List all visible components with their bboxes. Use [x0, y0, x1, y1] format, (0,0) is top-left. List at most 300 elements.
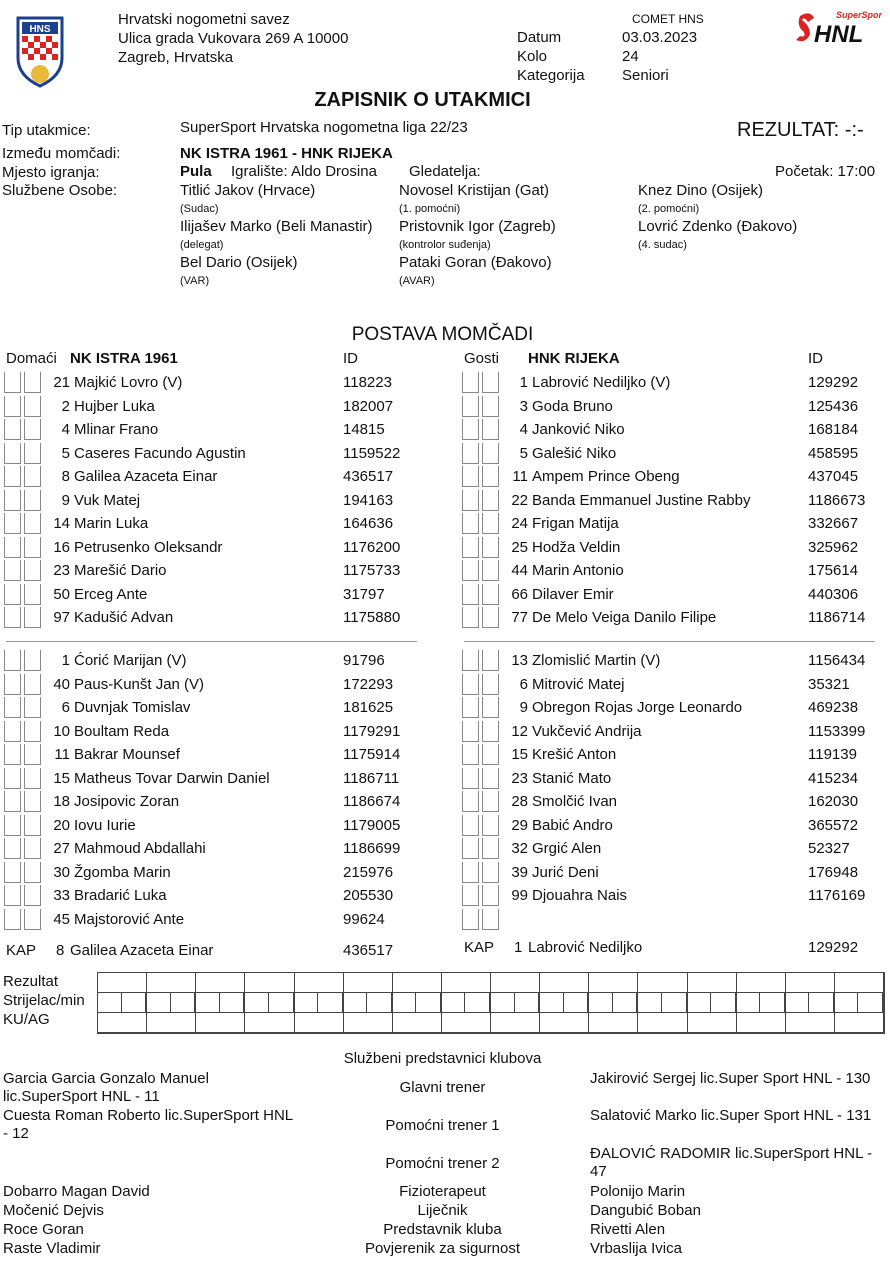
- player-number: 99: [511, 887, 528, 904]
- player-number: 13: [511, 652, 528, 669]
- hns-logo: [14, 14, 66, 90]
- player-mark-box[interactable]: [462, 490, 479, 511]
- player-number: 10: [53, 722, 70, 740]
- player-name: Marin Antonio: [532, 562, 624, 579]
- player-mark-box-2[interactable]: [482, 815, 499, 836]
- away-kap-name: Labrović Nediljko: [528, 939, 643, 956]
- score-cell[interactable]: [196, 993, 245, 1013]
- player-id: 175614: [808, 562, 859, 579]
- home-staff-security: Raste Vladimir: [3, 1240, 101, 1257]
- away-separator: [464, 641, 875, 642]
- player-id: 1186673: [808, 491, 866, 509]
- score-cell[interactable]: [344, 1013, 393, 1033]
- player-number: 21: [53, 374, 70, 391]
- score-cell[interactable]: [245, 993, 294, 1013]
- score-cell[interactable]: [98, 973, 147, 993]
- kategorija-value: Seniori: [622, 67, 669, 84]
- player-mark-box[interactable]: [462, 513, 479, 534]
- player-name: Erceg Ante: [74, 585, 148, 603]
- score-cell[interactable]: [393, 1013, 442, 1033]
- igraliste: Igralište: Aldo Drosina: [231, 163, 377, 180]
- player-mark-box[interactable]: [4, 396, 21, 417]
- player-name: Matheus Tovar Darwin Daniel: [74, 769, 270, 787]
- player-mark-box-2[interactable]: [482, 396, 499, 417]
- staff-title: Službeni predstavnici klubova: [343, 1050, 542, 1067]
- player-id: 415234: [808, 769, 859, 787]
- score-cell[interactable]: [491, 1013, 540, 1033]
- player-id: 194163: [343, 491, 394, 509]
- player-number: 29: [511, 816, 528, 834]
- mjesto-value: Pula: [180, 163, 212, 180]
- player-mark-box[interactable]: [462, 862, 479, 883]
- player-mark-box-2[interactable]: [24, 909, 41, 930]
- player-number: 1: [519, 374, 528, 391]
- player-id: 99624: [343, 910, 385, 928]
- player-id: 325962: [808, 538, 859, 556]
- mjesto-label: Mjesto igranja:: [2, 164, 100, 181]
- score-cell[interactable]: [147, 1013, 196, 1033]
- player-mark-box-2[interactable]: [24, 443, 41, 464]
- player-name: Dilaver Emir: [532, 585, 614, 603]
- player-mark-box-2[interactable]: [24, 650, 41, 671]
- player-name: Frigan Matija: [532, 515, 619, 532]
- player-name: Marin Luka: [74, 515, 149, 532]
- player-mark-box-2[interactable]: [482, 607, 499, 628]
- score-cell[interactable]: [98, 1013, 147, 1033]
- player-mark-box[interactable]: [462, 838, 479, 859]
- player-id: 1175880: [343, 609, 401, 626]
- player-mark-box[interactable]: [482, 909, 499, 930]
- player-name: Majstorović Ante: [74, 910, 185, 928]
- player-mark-box-2[interactable]: [24, 744, 41, 765]
- player-mark-box[interactable]: [4, 909, 21, 930]
- player-mark-box[interactable]: [462, 396, 479, 417]
- score-cell[interactable]: [295, 1013, 344, 1033]
- player-name: Žgomba Marin: [74, 863, 171, 881]
- player-name: Galilea Azaceta Einar: [74, 468, 218, 485]
- player-mark-box[interactable]: [462, 721, 479, 742]
- player-mark-box-2[interactable]: [482, 674, 499, 695]
- player-number: 40: [53, 675, 70, 693]
- home-staff-representative: Roce Goran: [3, 1221, 84, 1238]
- datum-value: 03.03.2023: [622, 29, 698, 46]
- official-name: Pristovnik Igor (Zagreb): [399, 218, 556, 235]
- away-kap-number: 1: [514, 939, 523, 956]
- player-name: Zlomislić Martin (V): [532, 652, 661, 669]
- player-number: 32: [511, 840, 528, 857]
- staff-role-physio: Fizioterapeut: [399, 1183, 486, 1200]
- player-mark-box-2[interactable]: [482, 490, 499, 511]
- player-mark-box-2[interactable]: [482, 650, 499, 671]
- player-mark-box[interactable]: [4, 674, 21, 695]
- score-cell[interactable]: [491, 973, 540, 993]
- official-role: (VAR): [180, 275, 210, 287]
- player-mark-box[interactable]: [4, 513, 21, 534]
- player-mark-box[interactable]: [462, 909, 479, 930]
- player-mark-box[interactable]: [4, 419, 21, 440]
- score-cell[interactable]: [786, 993, 835, 1013]
- svg-text:SuperSport: SuperSport: [836, 10, 882, 20]
- player-number: 28: [511, 793, 528, 810]
- player-mark-box-2[interactable]: [482, 584, 499, 605]
- score-cell[interactable]: [344, 973, 393, 993]
- score-cell[interactable]: [196, 973, 245, 993]
- player-name: Smolčić Ivan: [532, 793, 618, 810]
- player-mark-box-2[interactable]: [24, 862, 41, 883]
- player-id: 181625: [343, 699, 394, 716]
- player-name: Obregon Rojas Jorge Leonardo: [532, 699, 743, 716]
- official-name: Titlić Jakov (Hrvace): [180, 182, 316, 199]
- player-mark-box[interactable]: [462, 466, 479, 487]
- player-mark-box-2[interactable]: [482, 862, 499, 883]
- player-id: 1175733: [343, 562, 401, 579]
- player-number: 6: [61, 699, 70, 716]
- kolo-value: 24: [622, 48, 639, 65]
- player-number: 16: [53, 538, 70, 556]
- player-name: Mlinar Frano: [74, 421, 159, 438]
- player-number: 24: [511, 515, 528, 532]
- federation-address: Ulica grada Vukovara 269 A 10000: [118, 30, 349, 47]
- tip-label: Tip utakmice:: [2, 122, 91, 139]
- player-mark-box-2[interactable]: [482, 560, 499, 581]
- player-id: 436517: [343, 468, 394, 485]
- osobe-label: Službene Osobe:: [2, 182, 118, 199]
- score-cell[interactable]: [245, 973, 294, 993]
- official-role: (1. pomoćni): [399, 203, 461, 215]
- score-cell[interactable]: [835, 1013, 884, 1033]
- score-cell[interactable]: [245, 1013, 294, 1033]
- player-number: 30: [53, 863, 70, 881]
- player-mark-box[interactable]: [462, 607, 479, 628]
- kategorija-label: Kategorija: [517, 67, 585, 84]
- player-mark-box[interactable]: [462, 815, 479, 836]
- player-mark-box-2[interactable]: [24, 697, 41, 718]
- gledatelja: Gledatelja:: [409, 163, 481, 180]
- player-number: 25: [511, 538, 528, 556]
- home-kap-label: KAP: [6, 942, 37, 959]
- player-number: 22: [511, 491, 528, 509]
- score-cell[interactable]: [491, 993, 540, 1013]
- federation-name: Hrvatski nogometni savez: [118, 11, 290, 28]
- score-cell[interactable]: [393, 973, 442, 993]
- away-kap-id: 129292: [808, 939, 859, 956]
- score-cell[interactable]: [589, 993, 638, 1013]
- player-number: 44: [511, 562, 528, 579]
- player-id: 458595: [808, 444, 859, 462]
- page-title: ZAPISNIK O UTAKMICI: [314, 89, 531, 111]
- official-role: (AVAR): [399, 275, 435, 287]
- player-id: 118223: [343, 374, 392, 391]
- player-mark-box-2[interactable]: [24, 466, 41, 487]
- score-cell[interactable]: [688, 993, 737, 1013]
- player-mark-box-2[interactable]: [482, 768, 499, 789]
- player-mark-box[interactable]: [4, 862, 21, 883]
- score-cell[interactable]: [688, 973, 737, 993]
- player-mark-box-2[interactable]: [482, 372, 499, 393]
- player-mark-box-2[interactable]: [482, 419, 499, 440]
- player-number: 3: [519, 397, 528, 415]
- player-mark-box[interactable]: [462, 584, 479, 605]
- score-grid: [97, 972, 885, 1034]
- player-mark-box[interactable]: [462, 443, 479, 464]
- score-cell[interactable]: [196, 1013, 245, 1033]
- player-mark-box-2[interactable]: [482, 466, 499, 487]
- player-mark-box-2[interactable]: [24, 721, 41, 742]
- official-role: (delegat): [180, 239, 224, 251]
- away-staff-assistant-1: Salatović Marko lic.Super Sport HNL - 131: [590, 1107, 872, 1124]
- score-row-label: Strijelac/min: [3, 992, 85, 1009]
- home-team-name: NK ISTRA 1961: [70, 350, 178, 367]
- away-team-name: HNK RIJEKA: [528, 350, 620, 367]
- player-id: 1159522: [343, 444, 401, 462]
- player-name: Mahmoud Abdallahi: [74, 840, 206, 857]
- player-id: 332667: [808, 515, 859, 532]
- player-mark-box-2[interactable]: [482, 697, 499, 718]
- player-mark-box[interactable]: [4, 537, 21, 558]
- score-cell[interactable]: [393, 993, 442, 1013]
- away-staff-security: Vrbaslija Ivica: [590, 1240, 682, 1257]
- player-mark-box[interactable]: [462, 419, 479, 440]
- player-id: 1179005: [343, 816, 401, 834]
- player-mark-box[interactable]: [462, 560, 479, 581]
- player-mark-box-2[interactable]: [24, 607, 41, 628]
- score-cell[interactable]: [98, 993, 147, 1013]
- player-number: 2: [61, 397, 70, 415]
- player-mark-box[interactable]: [4, 885, 21, 906]
- player-mark-box-2[interactable]: [482, 838, 499, 859]
- player-mark-box-2[interactable]: [482, 513, 499, 534]
- score-cell[interactable]: [295, 993, 344, 1013]
- home-id-label: ID: [343, 350, 358, 367]
- player-id: 215976: [343, 863, 394, 881]
- player-mark-box-2[interactable]: [482, 744, 499, 765]
- player-mark-box-2[interactable]: [24, 513, 41, 534]
- score-cell[interactable]: [688, 1013, 737, 1033]
- player-number: 8: [61, 468, 70, 485]
- svg-text:HNS: HNS: [29, 24, 51, 35]
- official-name: Pataki Goran (Đakovo): [399, 254, 552, 271]
- home-kap-name: Galilea Azaceta Einar: [70, 942, 214, 959]
- score-cell[interactable]: [589, 973, 638, 993]
- score-cell[interactable]: [589, 1013, 638, 1033]
- away-staff-representative: Rivetti Alen: [590, 1221, 666, 1238]
- home-staff-doctor: Močenić Dejvis: [3, 1202, 104, 1219]
- official-role: (kontrolor suđenja): [399, 239, 491, 251]
- player-mark-box[interactable]: [4, 815, 21, 836]
- player-number: 1: [61, 652, 70, 669]
- player-mark-box-2[interactable]: [482, 537, 499, 558]
- player-mark-box-2[interactable]: [24, 419, 41, 440]
- player-mark-box[interactable]: [462, 791, 479, 812]
- player-mark-box-2[interactable]: [482, 885, 499, 906]
- official-role: (2. pomoćni): [638, 203, 700, 215]
- staff-role-security: Povjerenik za sigurnost: [364, 1240, 521, 1257]
- player-mark-box-2[interactable]: [24, 815, 41, 836]
- player-mark-box[interactable]: [4, 443, 21, 464]
- player-name: Bakrar Mounsef: [74, 746, 180, 763]
- player-id: 469238: [808, 699, 859, 716]
- player-mark-box[interactable]: [462, 674, 479, 695]
- player-name: Josipovic Zoran: [74, 793, 180, 810]
- player-number: 66: [511, 585, 528, 603]
- score-cell[interactable]: [540, 973, 589, 993]
- home-staff-physio: Dobarro Magan David: [3, 1183, 150, 1200]
- player-mark-box[interactable]: [462, 697, 479, 718]
- score-cell[interactable]: [147, 993, 196, 1013]
- player-name: Boultam Reda: [74, 722, 170, 740]
- player-mark-box[interactable]: [4, 697, 21, 718]
- player-number: 27: [53, 840, 70, 857]
- score-cell[interactable]: [638, 1013, 687, 1033]
- score-cell[interactable]: [540, 993, 589, 1013]
- home-separator: [6, 641, 417, 642]
- player-mark-box-2[interactable]: [24, 537, 41, 558]
- player-number: 5: [61, 444, 70, 462]
- player-id: 1175914: [343, 746, 401, 763]
- player-name: Bradarić Luka: [74, 887, 167, 904]
- player-mark-box[interactable]: [462, 744, 479, 765]
- player-number: 23: [53, 562, 70, 579]
- player-mark-box[interactable]: [462, 650, 479, 671]
- player-mark-box[interactable]: [4, 466, 21, 487]
- score-cell[interactable]: [442, 993, 491, 1013]
- player-mark-box[interactable]: [4, 560, 21, 581]
- home-kap-number: 8: [56, 942, 65, 959]
- player-name: Janković Niko: [532, 421, 625, 438]
- player-number: 14: [53, 515, 70, 532]
- player-id: 91796: [343, 652, 385, 669]
- away-staff-head-coach: Jakirović Sergej lic.Super Sport HNL - 130: [590, 1070, 871, 1087]
- player-id: 182007: [343, 397, 394, 415]
- player-mark-box[interactable]: [462, 768, 479, 789]
- player-number: 77: [511, 609, 528, 626]
- player-id: 1176169: [808, 887, 866, 904]
- score-cell[interactable]: [737, 993, 786, 1013]
- player-mark-box-2[interactable]: [24, 584, 41, 605]
- score-cell[interactable]: [638, 973, 687, 993]
- score-cell[interactable]: [737, 973, 786, 993]
- pocetak: Početak: 17:00: [775, 163, 876, 180]
- player-mark-box[interactable]: [4, 721, 21, 742]
- staff-role-assistant-1: Pomoćni trener 1: [385, 1117, 500, 1134]
- player-name: Krešić Anton: [532, 746, 617, 763]
- player-name: Djouahra Nais: [532, 887, 628, 904]
- player-id: 365572: [808, 816, 859, 834]
- score-cell[interactable]: [540, 1013, 589, 1033]
- away-staff-doctor: Dangubić Boban: [590, 1202, 701, 1219]
- player-number: 33: [53, 887, 70, 904]
- player-mark-box-2[interactable]: [24, 674, 41, 695]
- player-mark-box[interactable]: [4, 838, 21, 859]
- player-id: 35321: [808, 675, 850, 693]
- player-mark-box-2[interactable]: [24, 396, 41, 417]
- player-number: 15: [511, 746, 528, 763]
- player-mark-box-2[interactable]: [24, 768, 41, 789]
- player-mark-box[interactable]: [462, 885, 479, 906]
- player-name: Petrusenko Oleksandr: [74, 538, 223, 556]
- score-cell[interactable]: [147, 973, 196, 993]
- score-cell[interactable]: [344, 993, 393, 1013]
- player-number: 4: [61, 421, 70, 438]
- izmedu-value: NK ISTRA 1961 - HNK RIJEKA: [180, 145, 393, 162]
- score-cell[interactable]: [835, 973, 884, 993]
- staff-role-assistant-2: Pomoćni trener 2: [385, 1155, 500, 1172]
- player-mark-box[interactable]: [4, 490, 21, 511]
- player-mark-box-2[interactable]: [24, 838, 41, 859]
- player-mark-box-2[interactable]: [24, 490, 41, 511]
- player-mark-box-2[interactable]: [24, 372, 41, 393]
- player-number: 9: [61, 491, 70, 509]
- official-role: (Sudac): [180, 203, 219, 215]
- score-row-label: Rezultat: [3, 973, 59, 990]
- player-mark-box[interactable]: [4, 607, 21, 628]
- official-name: Bel Dario (Osijek): [180, 254, 298, 271]
- datum-label: Datum: [517, 29, 562, 46]
- player-id: 1186674: [343, 793, 401, 810]
- player-name: Kadušić Advan: [74, 609, 174, 626]
- player-name: Iovu Iurie: [74, 816, 136, 834]
- score-cell[interactable]: [295, 973, 344, 993]
- away-staff-physio: Polonijo Marin: [590, 1183, 686, 1200]
- player-id: 129292: [808, 374, 859, 391]
- player-mark-box[interactable]: [4, 744, 21, 765]
- away-kap-label: KAP: [464, 939, 495, 956]
- score-cell[interactable]: [786, 973, 835, 993]
- player-mark-box[interactable]: [462, 372, 479, 393]
- player-number: 45: [53, 910, 70, 928]
- player-name: Ampem Prince Obeng: [532, 468, 680, 485]
- player-mark-box[interactable]: [4, 584, 21, 605]
- player-mark-box-2[interactable]: [482, 791, 499, 812]
- player-id: 437045: [808, 468, 859, 485]
- score-cell[interactable]: [442, 973, 491, 993]
- player-id: 52327: [808, 840, 850, 857]
- official-name: Knez Dino (Osijek): [638, 182, 764, 199]
- player-mark-box[interactable]: [462, 537, 479, 558]
- score-cell[interactable]: [638, 993, 687, 1013]
- player-number: 97: [53, 609, 70, 626]
- player-mark-box-2[interactable]: [482, 443, 499, 464]
- player-id: 205530: [343, 887, 394, 904]
- player-mark-box-2[interactable]: [24, 885, 41, 906]
- player-mark-box[interactable]: [4, 791, 21, 812]
- player-mark-box-2[interactable]: [24, 560, 41, 581]
- score-cell[interactable]: [442, 1013, 491, 1033]
- player-id: 1156434: [808, 652, 866, 669]
- player-id: 440306: [808, 585, 859, 603]
- player-mark-box[interactable]: [4, 768, 21, 789]
- lineup-title: POSTAVA MOMČADI: [351, 324, 534, 345]
- player-name: Galešić Niko: [532, 444, 617, 462]
- player-number: 4: [519, 421, 528, 438]
- score-cell[interactable]: [737, 1013, 786, 1033]
- kolo-label: Kolo: [517, 48, 548, 65]
- player-id: 1186699: [343, 840, 401, 857]
- player-mark-box[interactable]: [4, 650, 21, 671]
- score-cell[interactable]: [786, 1013, 835, 1033]
- player-mark-box[interactable]: [4, 372, 21, 393]
- player-name: Ćorić Marijan (V): [74, 652, 187, 669]
- score-cell[interactable]: [835, 993, 884, 1013]
- player-mark-box-2[interactable]: [482, 721, 499, 742]
- home-staff-head-coach: Garcia Garcia Gonzalo Manuel lic.SuperSport HNL - 11: [3, 1070, 209, 1105]
- player-number: 12: [511, 722, 528, 740]
- player-mark-box-2[interactable]: [24, 791, 41, 812]
- player-name: Majkić Lovro (V): [74, 374, 183, 391]
- izmedu-label: Između momčadi:: [2, 145, 121, 162]
- player-name: Marešić Dario: [74, 562, 167, 579]
- home-side-label: Domaći: [6, 350, 57, 367]
